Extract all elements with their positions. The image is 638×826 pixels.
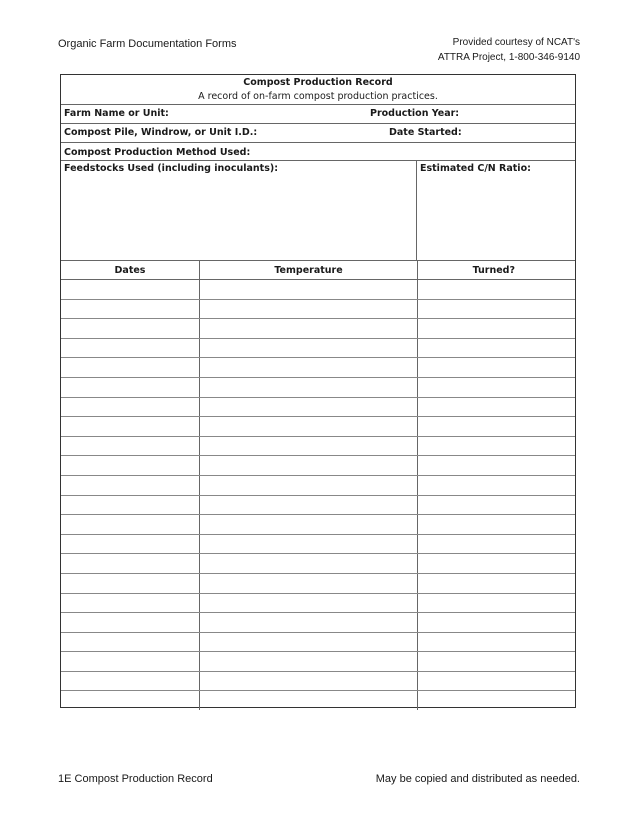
date-cell[interactable] — [61, 319, 200, 339]
date-cell[interactable] — [61, 515, 200, 535]
temperature-cell[interactable] — [200, 436, 418, 456]
table-row — [61, 436, 575, 456]
table-row — [61, 691, 575, 710]
turned-cell[interactable] — [418, 652, 576, 672]
table-row — [61, 613, 575, 633]
table-row — [61, 338, 575, 358]
temperature-cell[interactable] — [200, 554, 418, 574]
table-row — [61, 456, 575, 476]
temperature-cell[interactable] — [200, 573, 418, 593]
method-row[interactable] — [61, 143, 575, 161]
date-cell[interactable] — [61, 456, 200, 476]
log-table-body — [61, 280, 575, 711]
table-row — [61, 377, 575, 397]
date-cell[interactable] — [61, 475, 200, 495]
pile-id-row[interactable] — [61, 124, 575, 143]
turned-cell[interactable] — [418, 671, 576, 691]
temperature-cell[interactable] — [200, 495, 418, 515]
table-row — [61, 299, 575, 319]
date-cell[interactable] — [61, 652, 200, 672]
temperature-cell[interactable] — [200, 632, 418, 652]
table-row — [61, 515, 575, 535]
turned-cell[interactable] — [418, 632, 576, 652]
turned-cell[interactable] — [418, 280, 576, 300]
turned-cell[interactable] — [418, 475, 576, 495]
table-row — [61, 671, 575, 691]
footer-form-id: 1E Compost Production Record — [58, 773, 213, 785]
date-cell[interactable] — [61, 377, 200, 397]
farm-name-label: Farm Name or Unit: — [64, 108, 169, 119]
cn-ratio-label: Estimated C/N Ratio: — [420, 163, 531, 174]
header-form-series: Organic Farm Documentation Forms — [58, 38, 237, 50]
turned-cell[interactable] — [418, 417, 576, 437]
feedstocks-label: Feedstocks Used (including inoculants): — [64, 163, 278, 174]
date-cell[interactable] — [61, 495, 200, 515]
form-title: Compost Production Record — [243, 77, 393, 88]
production-log-table — [61, 261, 575, 710]
table-row — [61, 573, 575, 593]
turned-cell[interactable] — [418, 358, 576, 378]
table-row — [61, 554, 575, 574]
date-cell[interactable] — [61, 632, 200, 652]
date-cell[interactable] — [61, 671, 200, 691]
turned-cell[interactable] — [418, 456, 576, 476]
table-row — [61, 632, 575, 652]
temperature-cell[interactable] — [200, 319, 418, 339]
date-cell[interactable] — [61, 338, 200, 358]
date-cell[interactable] — [61, 691, 200, 710]
turned-cell[interactable] — [418, 495, 576, 515]
feedstocks-row[interactable] — [61, 161, 575, 261]
form-title-block — [61, 75, 575, 105]
temperature-cell[interactable] — [200, 417, 418, 437]
temperature-cell[interactable] — [200, 456, 418, 476]
header-credit-line2: ATTRA Project, 1-800-346-9140 — [437, 52, 580, 63]
column-header-dates: Dates — [61, 261, 200, 280]
turned-cell[interactable] — [418, 338, 576, 358]
table-row — [61, 495, 575, 515]
table-row — [61, 397, 575, 417]
turned-cell[interactable] — [418, 534, 576, 554]
turned-cell[interactable] — [418, 554, 576, 574]
date-cell[interactable] — [61, 436, 200, 456]
turned-cell[interactable] — [418, 691, 576, 710]
turned-cell[interactable] — [418, 593, 576, 613]
table-header-row — [61, 261, 575, 280]
temperature-cell[interactable] — [200, 652, 418, 672]
turned-cell[interactable] — [418, 515, 576, 535]
method-label: Compost Production Method Used: — [64, 147, 251, 158]
column-header-turned: Turned? — [418, 261, 576, 280]
temperature-cell[interactable] — [200, 534, 418, 554]
pile-id-label: Compost Pile, Windrow, or Unit I.D.: — [64, 127, 258, 138]
table-row — [61, 319, 575, 339]
date-cell[interactable] — [61, 534, 200, 554]
temperature-cell[interactable] — [200, 377, 418, 397]
header-credit-line1: Provided courtesy of NCAT's — [452, 37, 580, 48]
feedstocks-divider — [416, 161, 417, 260]
temperature-cell[interactable] — [200, 515, 418, 535]
table-row — [61, 280, 575, 300]
turned-cell[interactable] — [418, 436, 576, 456]
temperature-cell[interactable] — [200, 475, 418, 495]
temperature-cell[interactable] — [200, 613, 418, 633]
date-cell[interactable] — [61, 573, 200, 593]
farm-name-row[interactable] — [61, 105, 575, 124]
date-cell[interactable] — [61, 397, 200, 417]
table-row — [61, 417, 575, 437]
turned-cell[interactable] — [418, 377, 576, 397]
table-row — [61, 593, 575, 613]
temperature-cell[interactable] — [200, 691, 418, 710]
footer-permission: May be copied and distributed as needed. — [375, 773, 580, 785]
compost-form — [60, 74, 576, 708]
temperature-cell[interactable] — [200, 299, 418, 319]
table-row — [61, 652, 575, 672]
turned-cell[interactable] — [418, 299, 576, 319]
turned-cell[interactable] — [418, 613, 576, 633]
temperature-cell[interactable] — [200, 280, 418, 300]
temperature-cell[interactable] — [200, 358, 418, 378]
table-row — [61, 534, 575, 554]
turned-cell[interactable] — [418, 319, 576, 339]
date-cell[interactable] — [61, 554, 200, 574]
production-year-label: Production Year: — [370, 108, 460, 119]
column-header-temperature: Temperature — [200, 261, 418, 280]
form-subtitle: A record of on-farm compost production practices. — [198, 91, 438, 102]
date-cell[interactable] — [61, 593, 200, 613]
table-row — [61, 475, 575, 495]
table-row — [61, 358, 575, 378]
temperature-cell[interactable] — [200, 338, 418, 358]
temperature-cell[interactable] — [200, 397, 418, 417]
temperature-cell[interactable] — [200, 671, 418, 691]
turned-cell[interactable] — [418, 397, 576, 417]
date-cell[interactable] — [61, 613, 200, 633]
date-cell[interactable] — [61, 417, 200, 437]
temperature-cell[interactable] — [200, 593, 418, 613]
turned-cell[interactable] — [418, 573, 576, 593]
date-cell[interactable] — [61, 299, 200, 319]
date-started-label: Date Started: — [389, 127, 462, 138]
date-cell[interactable] — [61, 280, 200, 300]
header-credit — [438, 35, 580, 65]
date-cell[interactable] — [61, 358, 200, 378]
